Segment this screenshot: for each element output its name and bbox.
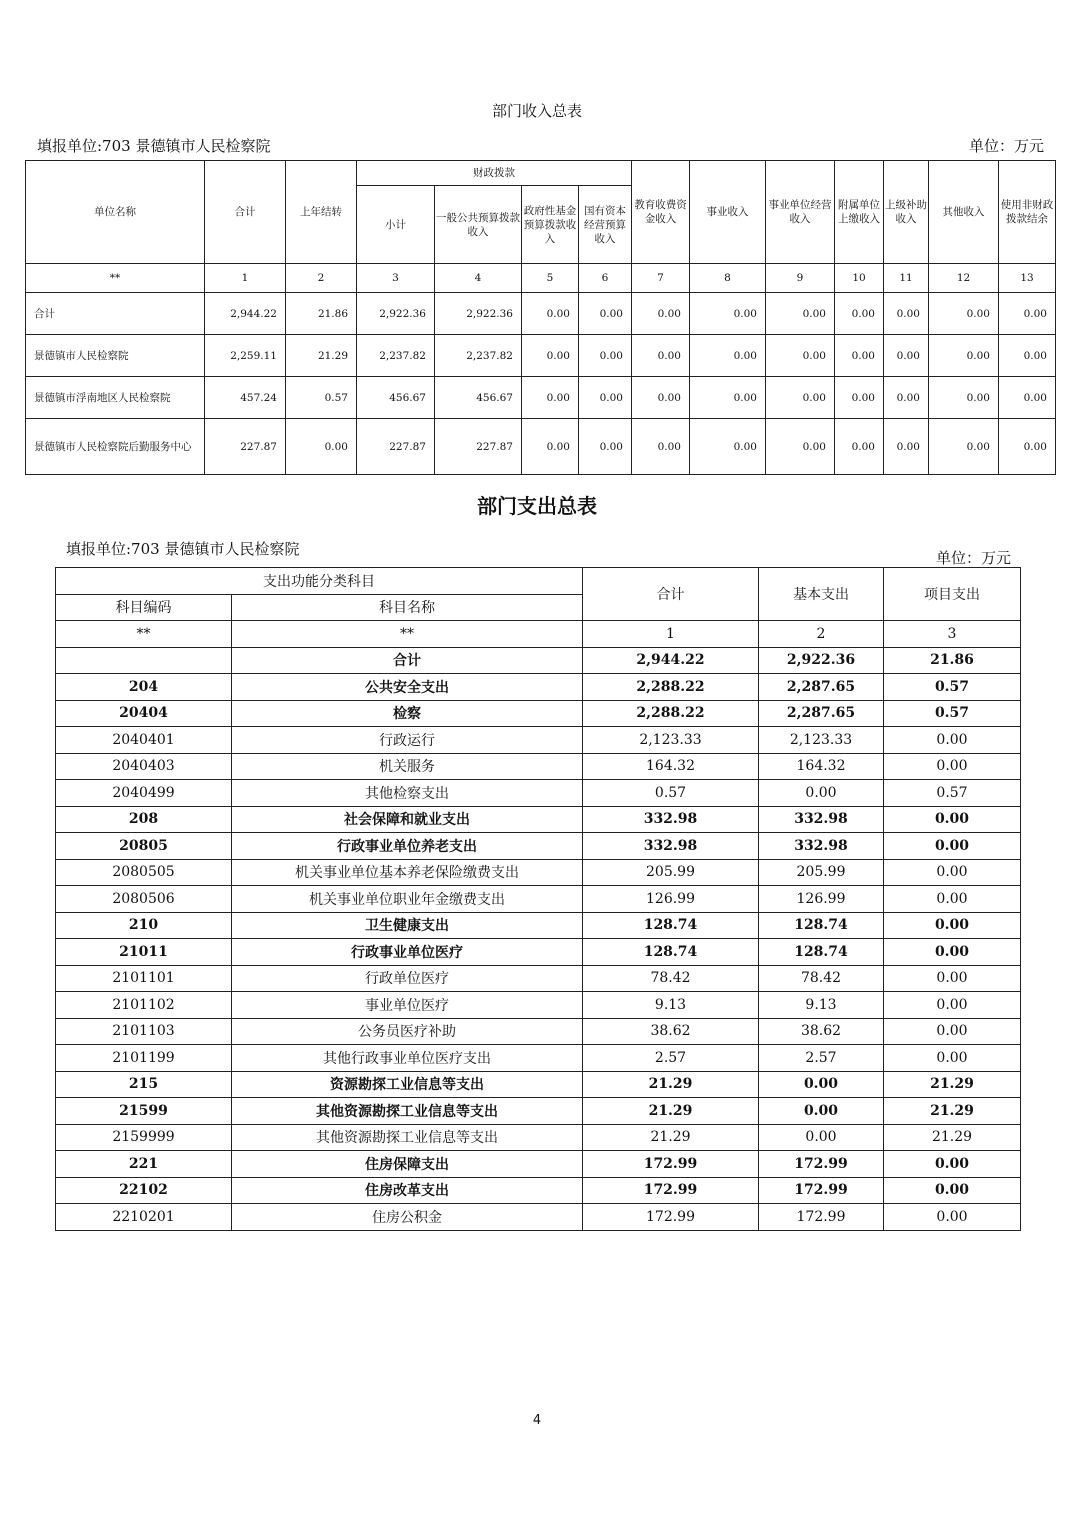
index-cell: 11 xyxy=(884,264,929,293)
index-cell: 10 xyxy=(835,264,884,293)
value-cell: 0.00 xyxy=(766,419,835,475)
income-header-affiliated: 附属单位上缴收入 xyxy=(835,161,884,264)
index-cell: 7 xyxy=(632,264,690,293)
total-cell: 128.74 xyxy=(583,939,759,966)
project-cell: 0.00 xyxy=(884,753,1021,780)
project-cell: 0.00 xyxy=(884,859,1021,886)
value-cell: 456.67 xyxy=(357,377,435,419)
subject-name-cell: 行政事业单位医疗 xyxy=(232,939,583,966)
value-cell: 0.00 xyxy=(835,293,884,335)
income-header-nonfiscal: 使用非财政拨款结余 xyxy=(999,161,1056,264)
income-header-total: 合计 xyxy=(205,161,286,264)
project-cell: 0.00 xyxy=(884,833,1021,860)
total-cell: 9.13 xyxy=(583,992,759,1019)
table-row xyxy=(56,647,1021,674)
value-cell: 0.00 xyxy=(884,419,929,475)
subject-code-cell: 2040499 xyxy=(56,780,232,807)
table-row xyxy=(56,912,1021,939)
value-cell: 0.00 xyxy=(690,377,766,419)
subject-name-cell: 社会保障和就业支出 xyxy=(232,806,583,833)
basic-cell: 0.00 xyxy=(759,1124,884,1151)
basic-cell: 2,287.65 xyxy=(759,700,884,727)
value-cell: 0.00 xyxy=(286,419,357,475)
expense-header-code: 科目编码 xyxy=(56,594,232,621)
unit-name-cell: 合计 xyxy=(26,293,205,335)
table-row xyxy=(56,1204,1021,1231)
table-row xyxy=(56,753,1021,780)
income-header-general: 一般公共预算拨款收入 xyxy=(435,186,522,264)
subject-code-cell: 2080505 xyxy=(56,859,232,886)
income-header-gov-fund: 政府性基金预算拨款收入 xyxy=(522,186,579,264)
income-index-row xyxy=(26,264,1056,293)
total-cell: 128.74 xyxy=(583,912,759,939)
total-cell: 78.42 xyxy=(583,965,759,992)
income-unit: 单位：万元 xyxy=(968,137,1044,155)
value-cell: 0.57 xyxy=(286,377,357,419)
value-cell: 0.00 xyxy=(766,335,835,377)
index-cell: 1 xyxy=(205,264,286,293)
value-cell: 456.67 xyxy=(435,377,522,419)
expense-header-total: 合计 xyxy=(583,568,759,621)
total-cell: 21.29 xyxy=(583,1124,759,1151)
basic-cell: 2.57 xyxy=(759,1045,884,1072)
value-cell: 0.00 xyxy=(884,377,929,419)
index-cell: 8 xyxy=(690,264,766,293)
value-cell: 0.00 xyxy=(999,419,1056,475)
value-cell: 2,922.36 xyxy=(435,293,522,335)
subject-code-cell: 2040403 xyxy=(56,753,232,780)
income-reporter: 填报单位:703 景德镇市人民检察院 xyxy=(37,137,271,155)
value-cell: 0.00 xyxy=(579,293,632,335)
basic-cell: 164.32 xyxy=(759,753,884,780)
subject-name-cell: 住房改革支出 xyxy=(232,1177,583,1204)
expense-header-project: 项目支出 xyxy=(884,568,1021,621)
subject-name-cell: 机关服务 xyxy=(232,753,583,780)
project-cell: 21.86 xyxy=(884,647,1021,674)
subject-code-cell: 2101103 xyxy=(56,1018,232,1045)
subject-name-cell: 事业单位医疗 xyxy=(232,992,583,1019)
value-cell: 2,237.82 xyxy=(357,335,435,377)
project-cell: 0.57 xyxy=(884,780,1021,807)
value-cell: 0.00 xyxy=(999,293,1056,335)
table-row xyxy=(26,377,1056,419)
table-row xyxy=(56,1018,1021,1045)
basic-cell: 332.98 xyxy=(759,806,884,833)
subject-code-cell: 2210201 xyxy=(56,1204,232,1231)
subject-name-cell: 卫生健康支出 xyxy=(232,912,583,939)
table-row xyxy=(56,965,1021,992)
index-cell: 13 xyxy=(999,264,1056,293)
value-cell: 227.87 xyxy=(357,419,435,475)
expense-header-row xyxy=(56,568,1021,595)
basic-cell: 128.74 xyxy=(759,912,884,939)
project-cell: 0.00 xyxy=(884,1045,1021,1072)
expense-table-body xyxy=(56,647,1021,1230)
project-cell: 0.00 xyxy=(884,806,1021,833)
value-cell: 0.00 xyxy=(766,377,835,419)
basic-cell: 9.13 xyxy=(759,992,884,1019)
table-row xyxy=(56,859,1021,886)
value-cell: 0.00 xyxy=(835,419,884,475)
subject-code-cell: 215 xyxy=(56,1071,232,1098)
subject-code-cell: 2101199 xyxy=(56,1045,232,1072)
table-row xyxy=(56,1124,1021,1151)
total-cell: 0.57 xyxy=(583,780,759,807)
income-header-operating: 事业单位经营收入 xyxy=(766,161,835,264)
index-cell: 5 xyxy=(522,264,579,293)
index-cell: 3 xyxy=(357,264,435,293)
subject-code-cell: 2101102 xyxy=(56,992,232,1019)
table-row xyxy=(56,780,1021,807)
income-table xyxy=(25,160,1056,475)
index-cell: 12 xyxy=(929,264,999,293)
expense-table-title: 部门支出总表 xyxy=(477,494,597,518)
table-row xyxy=(56,700,1021,727)
table-row xyxy=(56,1151,1021,1178)
subject-code-cell: 2040401 xyxy=(56,727,232,754)
value-cell: 0.00 xyxy=(999,335,1056,377)
unit-name-cell: 景德镇市人民检察院后勤服务中心 xyxy=(26,419,205,475)
basic-cell: 38.62 xyxy=(759,1018,884,1045)
index-cell: 2 xyxy=(286,264,357,293)
value-cell: 0.00 xyxy=(632,293,690,335)
project-cell: 0.00 xyxy=(884,1151,1021,1178)
expense-reporter: 填报单位:703 景德镇市人民检察院 xyxy=(66,540,300,558)
basic-cell: 0.00 xyxy=(759,780,884,807)
value-cell: 0.00 xyxy=(929,293,999,335)
basic-cell: 2,287.65 xyxy=(759,674,884,701)
table-row xyxy=(56,886,1021,913)
table-row xyxy=(26,293,1056,335)
subject-code-cell: 21011 xyxy=(56,939,232,966)
total-cell: 2,288.22 xyxy=(583,674,759,701)
subject-name-cell: 合计 xyxy=(232,647,583,674)
basic-cell: 128.74 xyxy=(759,939,884,966)
basic-cell: 332.98 xyxy=(759,833,884,860)
income-header-other: 其他收入 xyxy=(929,161,999,264)
subject-code-cell: 2080506 xyxy=(56,886,232,913)
value-cell: 0.00 xyxy=(835,335,884,377)
total-cell: 332.98 xyxy=(583,806,759,833)
table-row xyxy=(56,1071,1021,1098)
total-cell: 21.29 xyxy=(583,1071,759,1098)
project-cell: 21.29 xyxy=(884,1071,1021,1098)
value-cell: 0.00 xyxy=(690,335,766,377)
expense-header-category: 支出功能分类科目 xyxy=(56,568,583,595)
subject-name-cell: 其他资源勘探工业信息等支出 xyxy=(232,1124,583,1151)
value-cell: 0.00 xyxy=(632,419,690,475)
value-cell: 0.00 xyxy=(522,293,579,335)
project-cell: 0.00 xyxy=(884,965,1021,992)
subject-name-cell: 其他资源勘探工业信息等支出 xyxy=(232,1098,583,1125)
project-cell: 0.00 xyxy=(884,939,1021,966)
value-cell: 227.87 xyxy=(205,419,286,475)
subject-name-cell: 机关事业单位基本养老保险缴费支出 xyxy=(232,859,583,886)
table-row xyxy=(56,1098,1021,1125)
total-cell: 164.32 xyxy=(583,753,759,780)
value-cell: 0.00 xyxy=(579,335,632,377)
expense-unit: 单位：万元 xyxy=(935,549,1011,567)
basic-cell: 172.99 xyxy=(759,1204,884,1231)
value-cell: 0.00 xyxy=(929,377,999,419)
subject-code-cell: 204 xyxy=(56,674,232,701)
expense-table xyxy=(55,567,1021,1231)
project-cell: 0.00 xyxy=(884,992,1021,1019)
page-number: 4 xyxy=(532,1413,542,1428)
subject-code-cell: 20404 xyxy=(56,700,232,727)
subject-name-cell: 机关事业单位职业年金缴费支出 xyxy=(232,886,583,913)
income-header-carryover: 上年结转 xyxy=(286,161,357,264)
value-cell: 2,944.22 xyxy=(205,293,286,335)
total-cell: 172.99 xyxy=(583,1204,759,1231)
value-cell: 0.00 xyxy=(632,377,690,419)
income-header-superior: 上级补助收入 xyxy=(884,161,929,264)
total-cell: 2,944.22 xyxy=(583,647,759,674)
value-cell: 0.00 xyxy=(522,335,579,377)
total-cell: 2,288.22 xyxy=(583,700,759,727)
project-cell: 0.00 xyxy=(884,1204,1021,1231)
project-cell: 21.29 xyxy=(884,1098,1021,1125)
value-cell: 0.00 xyxy=(522,377,579,419)
subject-code-cell: 221 xyxy=(56,1151,232,1178)
subject-name-cell: 行政运行 xyxy=(232,727,583,754)
table-row xyxy=(56,674,1021,701)
subject-code-cell: 20805 xyxy=(56,833,232,860)
expense-header-name: 科目名称 xyxy=(232,594,583,621)
basic-cell: 2,123.33 xyxy=(759,727,884,754)
total-cell: 2.57 xyxy=(583,1045,759,1072)
basic-cell: 0.00 xyxy=(759,1098,884,1125)
project-cell: 0.00 xyxy=(884,1018,1021,1045)
project-cell: 0.00 xyxy=(884,886,1021,913)
project-cell: 0.00 xyxy=(884,912,1021,939)
value-cell: 457.24 xyxy=(205,377,286,419)
index-cell: 4 xyxy=(435,264,522,293)
subject-name-cell: 公共安全支出 xyxy=(232,674,583,701)
total-cell: 21.29 xyxy=(583,1098,759,1125)
value-cell: 2,922.36 xyxy=(357,293,435,335)
subject-name-cell: 检察 xyxy=(232,700,583,727)
value-cell: 2,259.11 xyxy=(205,335,286,377)
value-cell: 0.00 xyxy=(522,419,579,475)
subject-code-cell: 22102 xyxy=(56,1177,232,1204)
total-cell: 205.99 xyxy=(583,859,759,886)
total-cell: 332.98 xyxy=(583,833,759,860)
total-cell: 172.99 xyxy=(583,1151,759,1178)
total-cell: 2,123.33 xyxy=(583,727,759,754)
project-cell: 0.57 xyxy=(884,700,1021,727)
unit-name-cell: 景德镇市浮南地区人民检察院 xyxy=(26,377,205,419)
table-row xyxy=(56,1177,1021,1204)
income-header-row xyxy=(26,161,1056,186)
subject-name-cell: 行政单位医疗 xyxy=(232,965,583,992)
index-cell: 2 xyxy=(759,621,884,648)
income-header-state-capital: 国有资本经营预算收入 xyxy=(579,186,632,264)
subject-code-cell: 21599 xyxy=(56,1098,232,1125)
income-header-unit-name: 单位名称 xyxy=(26,161,205,264)
value-cell: 0.00 xyxy=(999,377,1056,419)
basic-cell: 172.99 xyxy=(759,1177,884,1204)
unit-name-cell: 景德镇市人民检察院 xyxy=(26,335,205,377)
total-cell: 126.99 xyxy=(583,886,759,913)
value-cell: 21.86 xyxy=(286,293,357,335)
index-cell: ** xyxy=(56,621,232,648)
total-cell: 172.99 xyxy=(583,1177,759,1204)
project-cell: 0.00 xyxy=(884,727,1021,754)
value-cell: 0.00 xyxy=(579,419,632,475)
project-cell: 21.29 xyxy=(884,1124,1021,1151)
table-row xyxy=(56,939,1021,966)
subject-code-cell: 2159999 xyxy=(56,1124,232,1151)
value-cell: 0.00 xyxy=(690,293,766,335)
index-cell: 3 xyxy=(884,621,1021,648)
value-cell: 0.00 xyxy=(835,377,884,419)
value-cell: 0.00 xyxy=(579,377,632,419)
basic-cell: 78.42 xyxy=(759,965,884,992)
expense-index-row xyxy=(56,621,1021,648)
index-cell: ** xyxy=(26,264,205,293)
table-row xyxy=(56,833,1021,860)
subject-name-cell: 公务员医疗补助 xyxy=(232,1018,583,1045)
basic-cell: 126.99 xyxy=(759,886,884,913)
value-cell: 0.00 xyxy=(884,293,929,335)
income-header-subtotal: 小计 xyxy=(357,186,435,264)
value-cell: 2,237.82 xyxy=(435,335,522,377)
basic-cell: 2,922.36 xyxy=(759,647,884,674)
project-cell: 0.57 xyxy=(884,674,1021,701)
income-header-business: 事业收入 xyxy=(690,161,766,264)
index-cell: 9 xyxy=(766,264,835,293)
table-row xyxy=(56,992,1021,1019)
subject-name-cell: 行政事业单位养老支出 xyxy=(232,833,583,860)
subject-code-cell xyxy=(56,647,232,674)
subject-name-cell: 住房保障支出 xyxy=(232,1151,583,1178)
value-cell: 0.00 xyxy=(929,335,999,377)
basic-cell: 205.99 xyxy=(759,859,884,886)
value-cell: 0.00 xyxy=(884,335,929,377)
subject-name-cell: 资源勘探工业信息等支出 xyxy=(232,1071,583,1098)
subject-name-cell: 其他行政事业单位医疗支出 xyxy=(232,1045,583,1072)
expense-header-basic: 基本支出 xyxy=(759,568,884,621)
value-cell: 0.00 xyxy=(632,335,690,377)
value-cell: 21.29 xyxy=(286,335,357,377)
index-cell: 6 xyxy=(579,264,632,293)
basic-cell: 0.00 xyxy=(759,1071,884,1098)
subject-name-cell: 住房公积金 xyxy=(232,1204,583,1231)
income-table-title: 部门收入总表 xyxy=(491,102,582,120)
subject-code-cell: 208 xyxy=(56,806,232,833)
value-cell: 0.00 xyxy=(929,419,999,475)
value-cell: 0.00 xyxy=(766,293,835,335)
income-header-fiscal: 财政拨款 xyxy=(357,161,632,186)
income-header-edu: 教育收费资金收入 xyxy=(632,161,690,264)
subject-code-cell: 210 xyxy=(56,912,232,939)
total-cell: 38.62 xyxy=(583,1018,759,1045)
table-row xyxy=(56,806,1021,833)
subject-code-cell: 2101101 xyxy=(56,965,232,992)
value-cell: 0.00 xyxy=(690,419,766,475)
index-cell: 1 xyxy=(583,621,759,648)
table-row xyxy=(56,727,1021,754)
value-cell: 227.87 xyxy=(435,419,522,475)
index-cell: ** xyxy=(232,621,583,648)
project-cell: 0.00 xyxy=(884,1177,1021,1204)
subject-name-cell: 其他检察支出 xyxy=(232,780,583,807)
table-row xyxy=(56,1045,1021,1072)
table-row xyxy=(26,335,1056,377)
basic-cell: 172.99 xyxy=(759,1151,884,1178)
table-row xyxy=(26,419,1056,475)
